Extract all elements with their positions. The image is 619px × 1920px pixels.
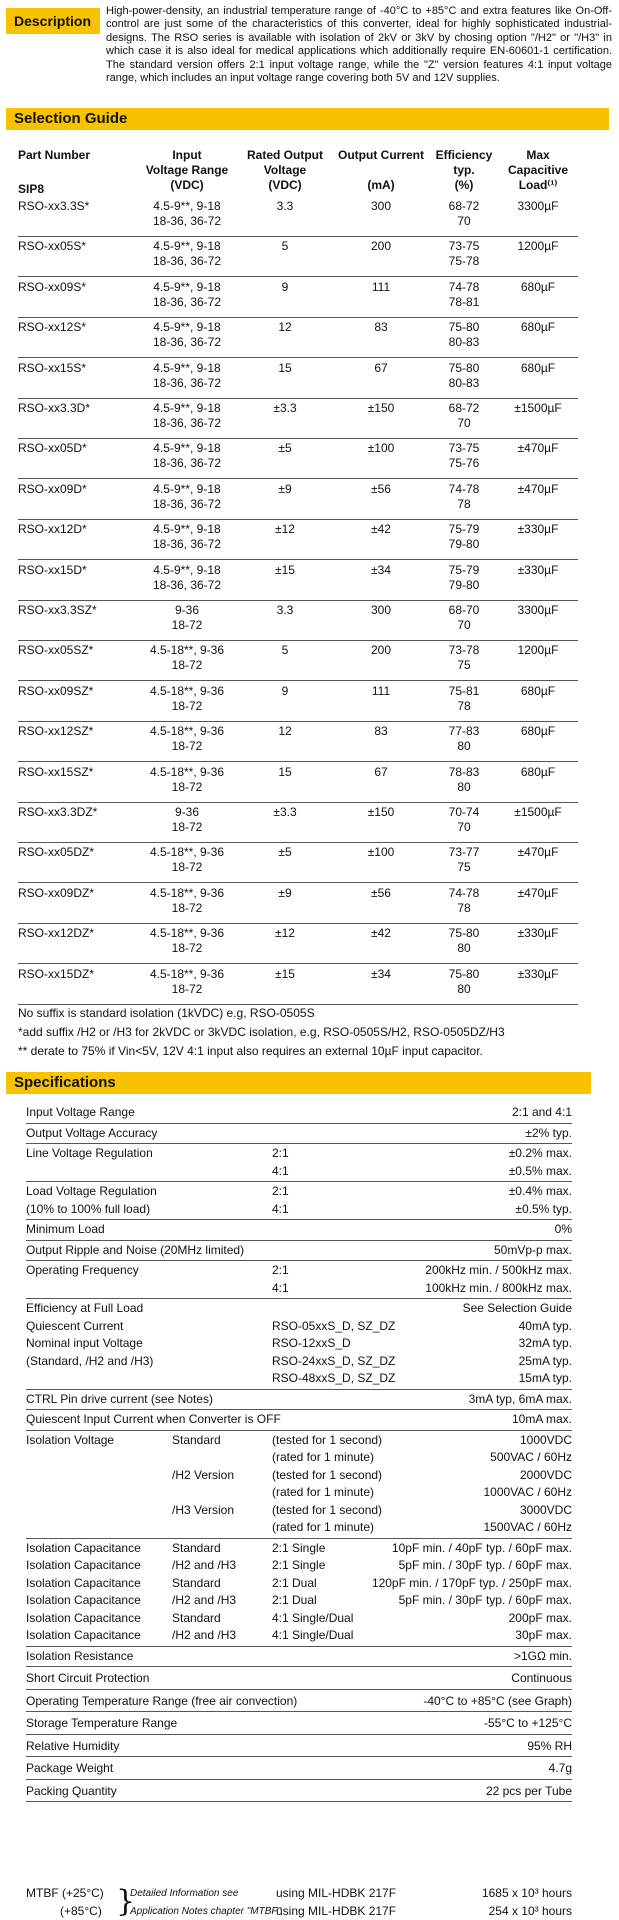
spec-condition: 2:1 Single: [272, 1540, 326, 1555]
spec-value: 1000VDC: [519, 1432, 572, 1447]
spec-condition: 2:1: [272, 1146, 289, 1160]
efficiency-cell: 73-78 75: [448, 643, 480, 673]
spec-row: [26, 1390, 572, 1411]
spec-label: Isolation Capacitance: [26, 1610, 141, 1625]
spec-variant: /H2 and /H3: [172, 1558, 237, 1572]
mtbf-label-25: MTBF (+25°C): [26, 1886, 104, 1900]
part-number-cell: RSO-xx12D*: [18, 522, 87, 537]
input-voltage-cell: 9-36 18-72: [171, 805, 203, 834]
header-part-number: Part Number: [18, 148, 91, 162]
spec-label: Output Ripple and Noise (20MHz limited): [26, 1242, 245, 1257]
spec-row: [26, 1220, 572, 1241]
input-voltage-cell: 4.5-9**, 9-18 18-36, 36-72: [152, 401, 222, 430]
spec-row: [26, 1182, 572, 1220]
spec-value: 0%: [554, 1222, 572, 1236]
spec-row: [26, 1102, 572, 1124]
spec-value: 30pF max.: [515, 1628, 572, 1642]
spec-value: 5pF min. / 30pF typ. / 60pF max.: [398, 1558, 572, 1572]
spec-label: Line Voltage Regulation: [26, 1146, 153, 1160]
spec-condition: RSO-24xxS_D, SZ_DZ: [272, 1353, 396, 1368]
capacitive-load-cell: ±330µF: [517, 926, 559, 941]
spec-variant: Standard: [172, 1432, 221, 1447]
spec-variant: /H2 Version: [172, 1467, 235, 1482]
spec-condition: 2:1 Single: [272, 1558, 326, 1572]
spec-condition: 2:1 Dual: [272, 1593, 317, 1607]
input-voltage-cell: 4.5-9**, 9-18 18-36, 36-72: [152, 360, 222, 390]
spec-label: (Standard, /H2 and /H3): [26, 1353, 154, 1368]
spec-label: Input Voltage Range: [26, 1105, 135, 1119]
spec-label: Isolation Resistance: [26, 1648, 134, 1663]
selection-table-header: [0, 148, 619, 196]
capacitive-load-cell: 680µF: [520, 279, 556, 294]
table-row: [18, 560, 578, 601]
capacitive-load-cell: 680µF: [520, 360, 556, 375]
spec-label: Nominal input Voltage: [26, 1336, 143, 1350]
spec-value: ±0.4% max.: [508, 1184, 572, 1198]
spec-value: 15mA typ.: [518, 1371, 572, 1385]
spec-condition: (tested for 1 second): [272, 1467, 383, 1482]
capacitive-load-cell: 680µF: [520, 683, 556, 698]
spec-value: 100kHz min. / 800kHz max.: [425, 1280, 572, 1295]
spec-row: [26, 1712, 572, 1735]
input-voltage-cell: 4.5-18**, 9-36 18-72: [149, 764, 225, 794]
part-number-cell: RSO-xx3.3S*: [18, 199, 90, 213]
capacitive-load-cell: 3300µF: [517, 603, 559, 617]
spec-condition: 2:1: [272, 1184, 289, 1198]
spec-label: Efficiency at Full Load: [26, 1301, 144, 1315]
output-voltage-cell: ±12: [275, 926, 295, 941]
mtbf-value-85: 254 x 10³ hours: [488, 1903, 572, 1918]
spec-value: 10mA max.: [511, 1412, 572, 1426]
efficiency-cell: 75-80 80-83: [448, 360, 480, 390]
part-number-cell: RSO-xx3.3D*: [18, 401, 91, 415]
efficiency-cell: 75-79 79-80: [448, 562, 480, 592]
spec-label: Operating Temperature Range (free air convection): [26, 1693, 298, 1708]
spec-label: Isolation Capacitance: [26, 1558, 141, 1572]
output-current-cell: 83: [374, 724, 388, 739]
output-voltage-cell: 15: [278, 360, 292, 375]
spec-value: 1000VAC / 60Hz: [483, 1485, 572, 1499]
output-current-cell: ±150: [367, 401, 395, 415]
capacitive-load-cell: 680µF: [520, 764, 556, 779]
spec-row: [26, 1757, 572, 1780]
spec-value: 22 pcs per Tube: [485, 1783, 572, 1798]
efficiency-cell: 74-78 78: [448, 481, 480, 511]
spec-row: [26, 1667, 572, 1690]
spec-label: Storage Temperature Range: [26, 1716, 178, 1730]
spec-value: 2000VDC: [519, 1467, 572, 1482]
efficiency-cell: 75-80 80-83: [448, 320, 480, 350]
output-current-cell: ±42: [371, 926, 391, 941]
input-voltage-cell: 4.5-18**, 9-36 18-72: [149, 845, 225, 875]
spec-condition: (rated for 1 minute): [272, 1520, 375, 1534]
selection-notes: [18, 1004, 608, 1061]
output-voltage-cell: 9: [281, 683, 289, 698]
header-sip8: SIP8: [18, 182, 45, 196]
table-row: [18, 681, 578, 722]
table-row: [18, 721, 578, 762]
efficiency-cell: 75-80 80: [448, 926, 480, 956]
spec-label: Quiescent Input Current when Converter is OFF: [26, 1412, 281, 1426]
header-capacitive-load: Max Capacitive Load⁽¹⁾: [507, 148, 569, 192]
spec-value: 10pF min. / 40pF typ. / 60pF max.: [391, 1540, 572, 1555]
spec-value: 50mVp-p max.: [493, 1242, 572, 1257]
spec-row: [26, 1690, 572, 1713]
table-row: [18, 842, 578, 883]
input-voltage-cell: 4.5-9**, 9-18 18-36, 36-72: [152, 239, 222, 269]
capacitive-load-cell: ±470µF: [517, 481, 559, 496]
spec-label: Isolation Capacitance: [26, 1575, 141, 1590]
spec-label: Minimum Load: [26, 1222, 105, 1236]
spec-value: 1500VAC / 60Hz: [483, 1520, 572, 1534]
input-voltage-cell: 4.5-18**, 9-36 18-72: [149, 683, 225, 713]
input-voltage-cell: 4.5-9**, 9-18 18-36, 36-72: [152, 481, 222, 511]
spec-value: ±0.2% max.: [508, 1146, 572, 1160]
output-current-cell: ±100: [367, 441, 395, 456]
part-number-cell: RSO-xx05D*: [18, 441, 87, 456]
output-current-cell: ±100: [367, 845, 395, 860]
spec-label: CTRL Pin drive current (see Notes): [26, 1391, 213, 1406]
input-voltage-cell: 4.5-18**, 9-36 18-72: [149, 643, 225, 673]
output-voltage-cell: 5: [281, 239, 289, 254]
table-row: [18, 964, 578, 1005]
capacitive-load-cell: ±470µF: [517, 845, 559, 860]
input-voltage-cell: 4.5-9**, 9-18 18-36, 36-72: [152, 199, 222, 228]
capacitive-load-cell: ±330µF: [517, 562, 559, 577]
part-number-cell: RSO-xx05S*: [18, 239, 87, 254]
spec-condition: (tested for 1 second): [272, 1502, 383, 1517]
spec-value: 2:1 and 4:1: [511, 1105, 572, 1119]
spec-value: 3000VDC: [519, 1502, 572, 1517]
table-row: [18, 519, 578, 560]
spec-label: (10% to 100% full load): [26, 1201, 151, 1216]
part-number-cell: RSO-xx12SZ*: [18, 724, 94, 739]
mtbf-note-2: Application Notes chapter "MTBF": [130, 1905, 282, 1917]
spec-label: Short Circuit Protection: [26, 1671, 150, 1685]
output-current-cell: 200: [370, 239, 392, 254]
capacitive-load-cell: 1200µF: [517, 643, 559, 658]
input-voltage-cell: 4.5-9**, 9-18 18-36, 36-72: [152, 522, 222, 552]
output-voltage-cell: ±12: [275, 522, 295, 537]
spec-condition: 4:1: [272, 1163, 289, 1178]
spec-label: Quiescent Current: [26, 1318, 124, 1333]
spec-condition: 4:1: [272, 1201, 289, 1216]
output-voltage-cell: ±9: [278, 481, 292, 496]
output-voltage-cell: ±5: [278, 441, 292, 456]
spec-row: [26, 1299, 572, 1390]
brace-icon: }: [116, 1884, 136, 1919]
selection-guide-heading: Selection Guide: [6, 108, 609, 130]
spec-row: [26, 1241, 572, 1262]
part-number-cell: RSO-xx3.3SZ*: [18, 603, 97, 617]
spec-value: -40°C to +85°C (see Graph): [423, 1693, 572, 1708]
spec-value: 120pF min. / 170pF typ. / 250pF max.: [371, 1575, 572, 1590]
table-row: [18, 438, 578, 479]
output-current-cell: 67: [374, 764, 388, 779]
part-number-cell: RSO-xx15S*: [18, 360, 87, 375]
efficiency-cell: 73-75 75-76: [448, 441, 480, 471]
input-voltage-cell: 4.5-9**, 9-18 18-36, 36-72: [152, 562, 222, 592]
capacitive-load-cell: 1200µF: [517, 239, 559, 254]
output-current-cell: ±34: [371, 966, 391, 981]
input-voltage-cell: 4.5-18**, 9-36 18-72: [149, 966, 225, 996]
output-voltage-cell: ±5: [278, 845, 292, 860]
efficiency-cell: 70-74 70: [448, 805, 480, 834]
spec-label: Isolation Voltage: [26, 1432, 115, 1447]
spec-value: 5pF min. / 30pF typ. / 60pF max.: [398, 1593, 572, 1607]
capacitive-load-cell: ±1500µF: [514, 805, 562, 819]
mtbf-note-1: Detailed Information see: [130, 1888, 239, 1899]
spec-variant: /H2 and /H3: [172, 1628, 237, 1642]
table-row: [18, 802, 578, 843]
spec-variant: Standard: [172, 1575, 221, 1590]
spec-value: -55°C to +125°C: [484, 1716, 572, 1730]
spec-row: [26, 1780, 572, 1803]
spec-label: Load Voltage Regulation: [26, 1184, 157, 1198]
spec-condition: RSO-05xxS_D, SZ_DZ: [272, 1318, 396, 1333]
spec-condition: (rated for 1 minute): [272, 1485, 375, 1499]
output-current-cell: ±56: [371, 885, 391, 900]
output-voltage-cell: 3.3: [276, 603, 294, 617]
header-efficiency: Efficiency typ. (%): [435, 148, 493, 192]
capacitive-load-cell: ±330µF: [517, 966, 559, 981]
spec-label: Isolation Capacitance: [26, 1540, 141, 1555]
output-current-cell: 300: [370, 603, 392, 617]
note-line: ** derate to 75% if Vin<5V, 12V 4:1 input also requires an external 10µF input capacitor.: [18, 1044, 483, 1058]
spec-label: Isolation Capacitance: [26, 1593, 141, 1607]
spec-variant: /H2 and /H3: [172, 1593, 237, 1607]
output-current-cell: ±150: [367, 805, 395, 819]
spec-condition: (rated for 1 minute): [272, 1450, 375, 1464]
input-voltage-cell: 4.5-9**, 9-18 18-36, 36-72: [152, 441, 222, 471]
mtbf-method-25: using MIL-HDBK 217F: [276, 1886, 397, 1900]
spec-label: Package Weight: [26, 1761, 114, 1775]
header-output-voltage: Rated Output Voltage (VDC): [247, 148, 323, 192]
input-voltage-cell: 4.5-9**, 9-18 18-36, 36-72: [152, 320, 222, 350]
output-current-cell: ±42: [371, 522, 391, 537]
output-voltage-cell: 3.3: [276, 199, 294, 213]
output-current-cell: 111: [371, 683, 391, 698]
output-voltage-cell: ±15: [275, 966, 295, 981]
output-voltage-cell: ±9: [278, 885, 292, 900]
spec-value: 4.7g: [548, 1761, 572, 1775]
output-current-cell: 300: [370, 199, 392, 213]
table-row: [18, 883, 578, 924]
mtbf-method-85: using MIL-HDBK 217F: [276, 1903, 397, 1918]
spec-value: 32mA typ.: [518, 1336, 572, 1350]
output-current-cell: ±34: [371, 562, 391, 577]
spec-condition: 2:1: [272, 1263, 289, 1277]
part-number-cell: RSO-xx09S*: [18, 279, 87, 294]
spec-row: [26, 1647, 572, 1668]
efficiency-cell: 77-83 80: [448, 724, 480, 754]
input-voltage-cell: 4.5-18**, 9-36 18-72: [149, 885, 225, 915]
spec-row: [26, 1144, 572, 1182]
description-label: Description: [6, 8, 100, 34]
table-row: [18, 640, 578, 681]
spec-row: [26, 1410, 572, 1431]
output-current-cell: 111: [371, 279, 391, 294]
output-voltage-cell: 9: [281, 279, 289, 294]
efficiency-cell: 68-72 70: [448, 401, 480, 430]
output-voltage-cell: ±15: [275, 562, 295, 577]
spec-condition: 2:1 Dual: [272, 1575, 317, 1590]
output-voltage-cell: 12: [278, 320, 292, 335]
spec-value: >1GΩ min.: [514, 1648, 572, 1663]
spec-value: 95% RH: [527, 1738, 572, 1753]
capacitive-load-cell: 680µF: [520, 320, 556, 335]
input-voltage-cell: 4.5-18**, 9-36 18-72: [149, 926, 225, 956]
table-row: [18, 196, 578, 237]
output-voltage-cell: ±3.3: [273, 805, 297, 819]
efficiency-cell: 73-75 75-78: [448, 239, 480, 269]
spec-label: Output Voltage Accuracy: [26, 1125, 158, 1140]
description-text: High-power-density, an industrial temperature range of -40°C to +85°C and extra features like On-Off-control are just some of the characteristics of this converter, ideal for highly sophisticated industrial-designs. The RSO series is available with isolation of 2kV or 3kV by chosing option "/H2" or "/H3" in which case it is also ideal for medical applications which additionally require EN-60601-1 certification. The standard version offers 2:1 input voltage range, while the "Z" version features 4:1 input voltage range, which includes an input voltage range covering both 5V and 12V supplies.: [106, 5, 612, 85]
mtbf-value-25: 1685 x 10³ hours: [481, 1886, 572, 1900]
efficiency-cell: 74-78 78-81: [448, 279, 480, 309]
spec-label: Isolation Capacitance: [26, 1628, 141, 1642]
spec-label: Operating Frequency: [26, 1263, 139, 1277]
efficiency-cell: 68-70 70: [448, 603, 480, 632]
output-voltage-cell: 5: [281, 643, 289, 658]
table-row: [18, 600, 578, 641]
spec-value: 200pF max.: [508, 1610, 572, 1625]
capacitive-load-cell: ±470µF: [517, 885, 559, 900]
part-number-cell: RSO-xx09SZ*: [18, 683, 94, 698]
note-line: No suffix is standard isolation (1kVDC) e.g, RSO-0505S: [18, 1006, 315, 1020]
table-row: [18, 479, 578, 520]
header-output-current: Output Current (mA): [338, 148, 424, 192]
input-voltage-cell: 4.5-9**, 9-18 18-36, 36-72: [152, 279, 222, 309]
capacitive-load-cell: ±330µF: [517, 522, 559, 537]
spec-variant: /H3 Version: [172, 1502, 235, 1517]
table-row: [18, 317, 578, 358]
table-row: [18, 762, 578, 803]
spec-value: ±2% typ.: [525, 1125, 572, 1140]
part-number-cell: RSO-xx12S*: [18, 320, 87, 335]
part-number-cell: RSO-xx12DZ*: [18, 926, 95, 941]
table-row: [18, 923, 578, 964]
capacitive-load-cell: ±1500µF: [514, 401, 562, 415]
spec-value: See Selection Guide: [462, 1301, 572, 1315]
efficiency-cell: 75-81 78: [448, 683, 480, 713]
spec-row: [26, 1735, 572, 1758]
spec-value: ±0.5% typ.: [515, 1201, 572, 1216]
spec-value: 500VAC / 60Hz: [490, 1450, 572, 1464]
part-number-cell: RSO-xx15SZ*: [18, 764, 94, 779]
output-current-cell: 67: [374, 360, 388, 375]
part-number-cell: RSO-xx15DZ*: [18, 966, 95, 981]
table-row: [18, 358, 578, 399]
spec-condition: (tested for 1 second): [272, 1432, 383, 1447]
mtbf-label-85: (+85°C): [60, 1903, 102, 1918]
input-voltage-cell: 9-36 18-72: [171, 603, 203, 632]
efficiency-cell: 75-79 79-80: [448, 522, 480, 552]
spec-variant: Standard: [172, 1540, 221, 1555]
spec-row: [26, 1261, 572, 1299]
spec-value: 25mA typ.: [518, 1353, 572, 1368]
table-row: [18, 398, 578, 439]
efficiency-cell: 73-77 75: [448, 845, 480, 875]
spec-label: Relative Humidity: [26, 1738, 120, 1753]
capacitive-load-cell: ±470µF: [517, 441, 559, 456]
spec-value: ±0.5% max.: [508, 1163, 572, 1178]
header-input-voltage: Input Voltage Range (VDC): [145, 148, 229, 192]
spec-row: [26, 1431, 572, 1539]
part-number-cell: RSO-xx3.3DZ*: [18, 805, 98, 819]
spec-value: 3mA typ, 6mA max.: [468, 1391, 572, 1406]
capacitive-load-cell: 3300µF: [517, 199, 559, 213]
part-number-cell: RSO-xx09DZ*: [18, 885, 95, 900]
spec-value: Continuous: [511, 1671, 572, 1685]
spec-condition: RSO-48xxS_D, SZ_DZ: [272, 1371, 396, 1385]
table-row: [18, 236, 578, 277]
part-number-cell: RSO-xx05SZ*: [18, 643, 94, 658]
spec-value: 40mA typ.: [518, 1318, 572, 1333]
spec-label: Packing Quantity: [26, 1783, 117, 1798]
spec-value: 200kHz min. / 500kHz max.: [425, 1263, 572, 1277]
part-number-cell: RSO-xx05DZ*: [18, 845, 95, 860]
efficiency-cell: 74-78 78: [448, 885, 480, 915]
output-voltage-cell: 15: [278, 764, 292, 779]
capacitive-load-cell: 680µF: [520, 724, 556, 739]
spec-row: [26, 1539, 572, 1647]
spec-condition: 4:1 Single/Dual: [272, 1628, 354, 1642]
output-voltage-cell: 12: [278, 724, 292, 739]
spec-condition: RSO-12xxS_D: [272, 1336, 351, 1350]
output-current-cell: 83: [374, 320, 388, 335]
spec-variant: Standard: [172, 1610, 221, 1625]
output-current-cell: ±56: [371, 481, 391, 496]
part-number-cell: RSO-xx15D*: [18, 562, 87, 577]
specifications-heading: Specifications: [6, 1072, 591, 1094]
table-row: [18, 277, 578, 318]
input-voltage-cell: 4.5-18**, 9-36 18-72: [149, 724, 225, 754]
efficiency-cell: 68-72 70: [448, 199, 480, 228]
spec-condition: 4:1 Single/Dual: [272, 1610, 354, 1625]
spec-condition: 4:1: [272, 1280, 289, 1295]
note-line: *add suffix /H2 or /H3 for 2kVDC or 3kVDC isolation, e.g, RSO-0505S/H2, RSO-0505DZ/H3: [18, 1025, 505, 1039]
output-voltage-cell: ±3.3: [273, 401, 297, 415]
output-current-cell: 200: [370, 643, 392, 658]
spec-row: [26, 1124, 572, 1145]
efficiency-cell: 75-80 80: [448, 966, 480, 996]
mtbf-row: [26, 1885, 572, 1919]
efficiency-cell: 78-83 80: [448, 764, 480, 794]
part-number-cell: RSO-xx09D*: [18, 481, 87, 496]
